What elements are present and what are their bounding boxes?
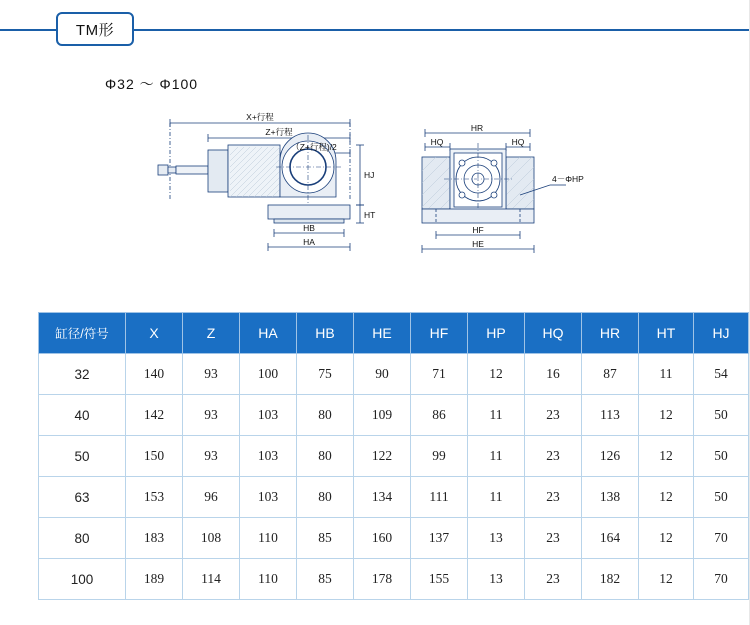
cell-hq: 23 [525,559,582,600]
cell-z: 96 [183,477,240,518]
dim-label-hf: HF [472,225,484,235]
cell-bore: 40 [39,395,126,436]
cell-ha: 110 [240,518,297,559]
column-header-ha: HA [240,313,297,354]
dim-label-x-stroke: X+行程 [246,112,274,122]
column-header-hq: HQ [525,313,582,354]
cell-hp: 11 [468,395,525,436]
cell-ha: 103 [240,477,297,518]
cell-bore: 63 [39,477,126,518]
cell-hf: 99 [411,436,468,477]
cell-bore: 100 [39,559,126,600]
cell-hq: 23 [525,518,582,559]
page-title: TM形 [56,12,134,46]
cell-hj: 70 [694,518,749,559]
cell-he: 178 [354,559,411,600]
dim-label-hj: HJ [364,170,375,180]
cell-bore: 50 [39,436,126,477]
cell-hf: 137 [411,518,468,559]
cell-x: 142 [126,395,183,436]
cell-he: 122 [354,436,411,477]
cell-ha: 110 [240,559,297,600]
cell-hb: 85 [297,559,354,600]
cell-ht: 12 [639,395,694,436]
dim-label-z-stroke-half: （Z+行程)/2 [291,142,337,152]
table-row [39,559,749,600]
cell-hb: 80 [297,477,354,518]
dim-label-hq-left: HQ [430,137,444,147]
cell-hp: 11 [468,477,525,518]
cell-bore: 32 [39,354,126,395]
column-header-hp: HP [468,313,525,354]
cell-he: 134 [354,477,411,518]
cell-hr: 164 [582,518,639,559]
column-header-he: HE [354,313,411,354]
cell-x: 183 [126,518,183,559]
cell-hf: 86 [411,395,468,436]
column-header-hr: HR [582,313,639,354]
dim-label-ht: HT [364,210,376,220]
table-header-row [39,313,749,354]
cell-hp: 11 [468,436,525,477]
column-header-z: Z [183,313,240,354]
technical-drawing [150,105,610,290]
cell-ht: 12 [639,477,694,518]
cell-he: 109 [354,395,411,436]
column-header-x: X [126,313,183,354]
cell-hj: 50 [694,395,749,436]
cell-hb: 80 [297,436,354,477]
dim-label-hq-right: HQ [511,137,525,147]
column-header-hf: HF [411,313,468,354]
dim-label-ha: HA [303,237,315,247]
dim-label-hp: 4－ΦHP [552,174,584,184]
cell-hj: 54 [694,354,749,395]
cell-ht: 11 [639,354,694,395]
table-row [39,518,749,559]
cell-hp: 12 [468,354,525,395]
column-header-bore: 缸径/符号 [39,313,126,354]
dim-label-he: HE [472,239,484,249]
dim-label-z-stroke: Z+行程 [265,127,293,137]
cell-hj: 50 [694,436,749,477]
diagram-caption: Φ32 ～ Φ100 [105,76,199,92]
cell-hq: 23 [525,395,582,436]
cell-x: 153 [126,477,183,518]
section-title-bar [0,12,750,48]
cell-hf: 155 [411,559,468,600]
spec-table-container [38,312,730,600]
cell-he: 90 [354,354,411,395]
dim-label-hr: HR [470,123,484,133]
cell-x: 140 [126,354,183,395]
cell-hp: 13 [468,518,525,559]
cell-z: 108 [183,518,240,559]
cell-hb: 80 [297,395,354,436]
dim-label-hb: HB [303,223,315,233]
cell-hq: 16 [525,354,582,395]
cell-ha: 103 [240,436,297,477]
column-header-hb: HB [297,313,354,354]
cell-hj: 70 [694,559,749,600]
table-row [39,354,749,395]
cell-hr: 138 [582,477,639,518]
cell-z: 93 [183,354,240,395]
cell-hq: 23 [525,436,582,477]
spec-table [38,312,749,600]
cell-x: 189 [126,559,183,600]
cell-hr: 126 [582,436,639,477]
cell-ht: 12 [639,436,694,477]
cell-hb: 75 [297,354,354,395]
cell-hr: 87 [582,354,639,395]
table-row [39,477,749,518]
cell-z: 93 [183,436,240,477]
cell-ha: 100 [240,354,297,395]
cell-ht: 12 [639,518,694,559]
cell-x: 150 [126,436,183,477]
cell-hf: 71 [411,354,468,395]
cell-ht: 12 [639,559,694,600]
cell-hb: 85 [297,518,354,559]
cell-bore: 80 [39,518,126,559]
cell-z: 93 [183,395,240,436]
cell-he: 160 [354,518,411,559]
cell-hf: 111 [411,477,468,518]
cell-hr: 182 [582,559,639,600]
cell-hq: 23 [525,477,582,518]
cell-ha: 103 [240,395,297,436]
column-header-hj: HJ [694,313,749,354]
column-header-ht: HT [639,313,694,354]
table-row [39,395,749,436]
cell-hj: 50 [694,477,749,518]
cell-hr: 113 [582,395,639,436]
table-row [39,436,749,477]
cell-z: 114 [183,559,240,600]
cell-hp: 13 [468,559,525,600]
